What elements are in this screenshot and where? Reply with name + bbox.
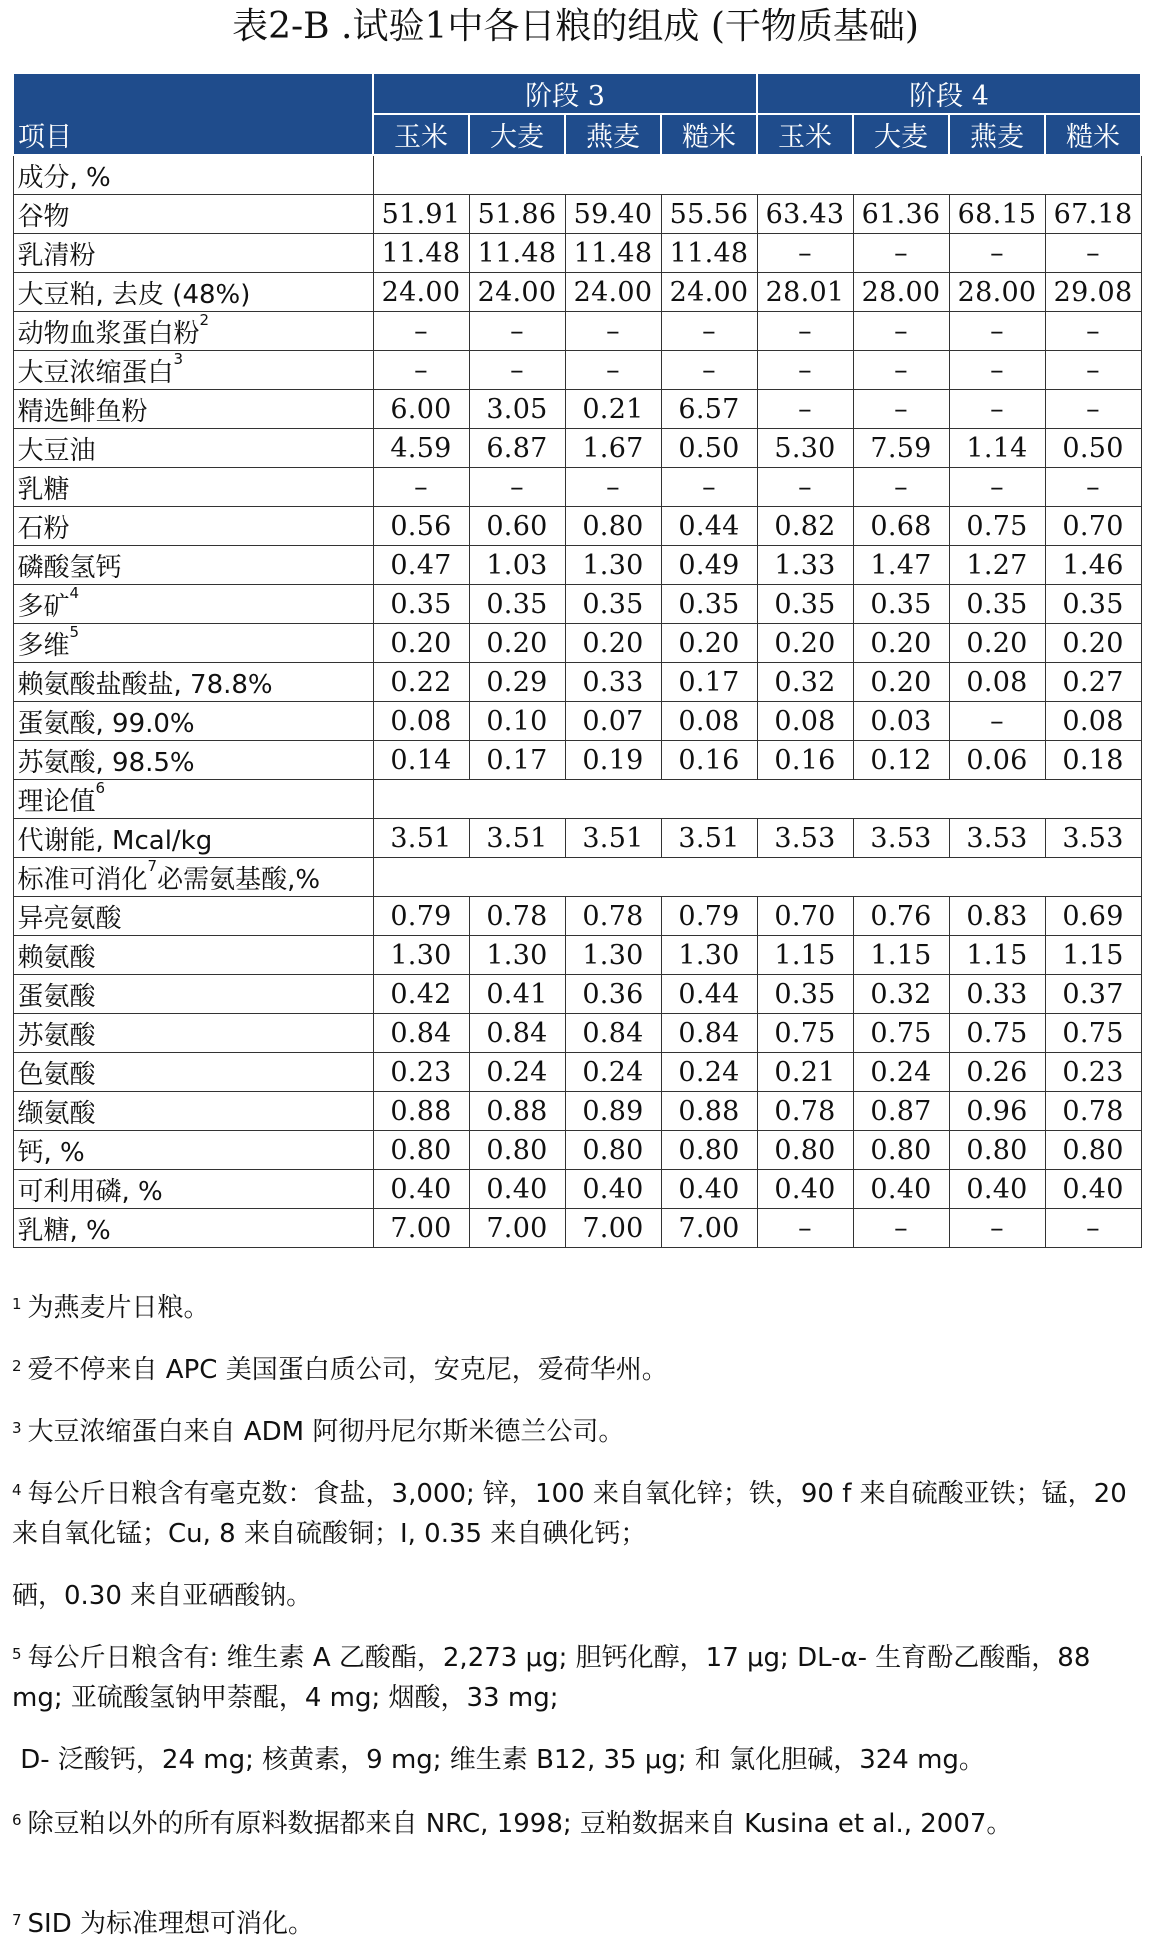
value-cell: 0.40 xyxy=(661,1170,757,1209)
value-cell: – xyxy=(1045,390,1141,429)
table-row xyxy=(13,897,1141,936)
value-cell: 0.75 xyxy=(949,507,1045,546)
value-cell: 0.82 xyxy=(757,507,853,546)
value-cell: 0.32 xyxy=(757,663,853,702)
value-cell: 0.08 xyxy=(661,702,757,741)
section-blank xyxy=(373,858,1141,897)
value-cell: 0.16 xyxy=(757,741,853,780)
value-cell: – xyxy=(1045,351,1141,390)
row-label: 蛋氨酸 xyxy=(13,975,373,1014)
diet-header-p4-2: 大麦 xyxy=(853,114,949,155)
value-cell: 0.40 xyxy=(373,1170,469,1209)
value-cell: 0.42 xyxy=(373,975,469,1014)
value-cell: – xyxy=(373,468,469,507)
table-row xyxy=(13,1092,1141,1131)
value-cell: 0.16 xyxy=(661,741,757,780)
row-label: 蛋氨酸, 99.0% xyxy=(13,702,373,741)
footnote-2: $^2$ 爱不停来自 APC 美国蛋白质公司，安克尼，爱荷华州。 xyxy=(12,1355,668,1385)
footnote-marker: 7 xyxy=(147,857,158,875)
value-cell: 1.15 xyxy=(1045,936,1141,975)
table-row xyxy=(13,1170,1141,1209)
value-cell: 3.53 xyxy=(1045,819,1141,858)
value-cell: 0.83 xyxy=(949,897,1045,936)
value-cell: 0.84 xyxy=(565,1014,661,1053)
value-cell: 0.75 xyxy=(757,1014,853,1053)
table-row xyxy=(13,468,1141,507)
value-cell: 28.01 xyxy=(757,273,853,312)
value-cell: 0.87 xyxy=(853,1092,949,1131)
footnote-4: $^4$ 每公斤日粮含有毫克数：食盐，3,000; 锌，100 来自氧化锌；铁，90 f 来自硫酸亚铁；锰，20 来自氧化锰；Cu, 8 来自硫酸铜；I, 0.35 来自碘化钙； xyxy=(12,1479,1127,1549)
value-cell: 0.26 xyxy=(949,1053,1045,1092)
footnote-3: $^3$ 大豆浓缩蛋白来自 ADM 阿彻丹尼尔斯米德兰公司。 xyxy=(12,1417,625,1447)
value-cell: 0.20 xyxy=(661,624,757,663)
value-cell: 0.20 xyxy=(757,624,853,663)
value-cell: – xyxy=(853,234,949,273)
value-cell: 1.27 xyxy=(949,546,1045,585)
footnote-marker: 6 xyxy=(95,779,106,797)
value-cell: 55.56 xyxy=(661,195,757,234)
row-label: 精选鲱鱼粉 xyxy=(13,390,373,429)
value-cell: 0.35 xyxy=(757,585,853,624)
row-label: 乳糖 xyxy=(13,468,373,507)
table-row xyxy=(13,936,1141,975)
value-cell: – xyxy=(373,312,469,351)
value-cell: 0.79 xyxy=(661,897,757,936)
table-row xyxy=(13,819,1141,858)
value-cell: – xyxy=(565,312,661,351)
value-cell: 0.40 xyxy=(469,1170,565,1209)
row-label: 多矿$^4$ xyxy=(13,585,373,624)
value-cell: 0.33 xyxy=(949,975,1045,1014)
value-cell: 0.24 xyxy=(565,1053,661,1092)
value-cell: 0.80 xyxy=(949,1131,1045,1170)
value-cell: 0.49 xyxy=(661,546,757,585)
value-cell: 11.48 xyxy=(661,234,757,273)
section-row xyxy=(13,780,1141,819)
value-cell: 0.50 xyxy=(1045,429,1141,468)
value-cell: – xyxy=(469,351,565,390)
phase3-header: 阶段 3 xyxy=(373,73,757,114)
value-cell: 24.00 xyxy=(565,273,661,312)
value-cell: 0.44 xyxy=(661,975,757,1014)
value-cell: 3.53 xyxy=(757,819,853,858)
value-cell: 0.20 xyxy=(853,663,949,702)
value-cell: – xyxy=(853,351,949,390)
value-cell: 0.41 xyxy=(469,975,565,1014)
footnote-marker: 3 xyxy=(173,350,184,368)
value-cell: – xyxy=(565,351,661,390)
value-cell: 0.80 xyxy=(757,1131,853,1170)
value-cell: – xyxy=(469,468,565,507)
row-label: 大豆粕, 去皮 (48%) xyxy=(13,273,373,312)
value-cell: 0.80 xyxy=(469,1131,565,1170)
value-cell: 0.07 xyxy=(565,702,661,741)
value-cell: 3.51 xyxy=(373,819,469,858)
value-cell: 0.35 xyxy=(1045,585,1141,624)
value-cell: – xyxy=(661,351,757,390)
value-cell: – xyxy=(853,468,949,507)
value-cell: – xyxy=(1045,312,1141,351)
row-label: 谷物 xyxy=(13,195,373,234)
value-cell: 0.44 xyxy=(661,507,757,546)
footnote-1: $^1$ 为燕麦片日粮。 xyxy=(12,1293,210,1323)
diet-header-p3-3: 燕麦 xyxy=(565,114,661,155)
row-label: 代谢能, Mcal/kg xyxy=(13,819,373,858)
value-cell: 0.21 xyxy=(757,1053,853,1092)
value-cell: 24.00 xyxy=(661,273,757,312)
value-cell: – xyxy=(661,468,757,507)
value-cell: – xyxy=(469,312,565,351)
row-label: 赖氨酸盐酸盐, 78.8% xyxy=(13,663,373,702)
value-cell: 0.35 xyxy=(853,585,949,624)
footnote-4-continued: 硒，0.30 来自亚硒酸钠。 xyxy=(12,1581,313,1611)
value-cell: – xyxy=(949,1209,1045,1248)
value-cell: – xyxy=(853,390,949,429)
row-label: 乳糖, % xyxy=(13,1209,373,1248)
phase4-header: 阶段 4 xyxy=(757,73,1141,114)
value-cell: 0.80 xyxy=(853,1131,949,1170)
value-cell: 0.79 xyxy=(373,897,469,936)
value-cell: 0.24 xyxy=(853,1053,949,1092)
value-cell: 1.30 xyxy=(373,936,469,975)
value-cell: 1.30 xyxy=(565,936,661,975)
table-row xyxy=(13,585,1141,624)
table-row xyxy=(13,312,1141,351)
value-cell: 51.86 xyxy=(469,195,565,234)
value-cell: – xyxy=(757,468,853,507)
value-cell: – xyxy=(949,351,1045,390)
value-cell: 29.08 xyxy=(1045,273,1141,312)
footnote-marker: 2 xyxy=(199,311,210,329)
value-cell: 11.48 xyxy=(373,234,469,273)
value-cell: 0.75 xyxy=(1045,1014,1141,1053)
value-cell: 0.84 xyxy=(661,1014,757,1053)
table-title: 表2-B .试验1中各日粮的组成 (干物质基础) xyxy=(232,6,919,47)
footnote-5-continued: D- 泛酸钙，24 mg; 核黄素，9 mg; 维生素 B12, 35 μg; 和 氯化胆碱，324 mg。 xyxy=(12,1745,985,1775)
value-cell: 67.18 xyxy=(1045,195,1141,234)
value-cell: 0.18 xyxy=(1045,741,1141,780)
value-cell: 11.48 xyxy=(469,234,565,273)
value-cell: 1.67 xyxy=(565,429,661,468)
composition-table xyxy=(12,72,1142,1248)
value-cell: 0.40 xyxy=(949,1170,1045,1209)
value-cell: 0.29 xyxy=(469,663,565,702)
value-cell: 3.51 xyxy=(661,819,757,858)
value-cell: 0.35 xyxy=(469,585,565,624)
table-row xyxy=(13,1053,1141,1092)
table-row xyxy=(13,624,1141,663)
value-cell: 0.20 xyxy=(373,624,469,663)
value-cell: – xyxy=(1045,468,1141,507)
diet-header-p4-4: 糙米 xyxy=(1045,114,1141,155)
value-cell: – xyxy=(949,468,1045,507)
value-cell: – xyxy=(949,390,1045,429)
value-cell: 0.68 xyxy=(853,507,949,546)
value-cell: 0.75 xyxy=(853,1014,949,1053)
value-cell: 1.15 xyxy=(949,936,1045,975)
value-cell: 0.33 xyxy=(565,663,661,702)
table-row xyxy=(13,273,1141,312)
value-cell: 0.03 xyxy=(853,702,949,741)
value-cell: 0.80 xyxy=(373,1131,469,1170)
value-cell: 0.60 xyxy=(469,507,565,546)
value-cell: 0.56 xyxy=(373,507,469,546)
value-cell: 6.00 xyxy=(373,390,469,429)
value-cell: 1.15 xyxy=(757,936,853,975)
row-label: 苏氨酸 xyxy=(13,1014,373,1053)
value-cell: 1.30 xyxy=(469,936,565,975)
footnote-5: $^5$ 每公斤日粮含有: 维生素 A 乙酸酯，2,273 μg; 胆钙化醇，17 μg; DL-α- 生育酚乙酸酯，88 mg; 亚硫酸氢钠甲萘醌，4 mg; 烟酸，33 mg; xyxy=(12,1643,1091,1713)
value-cell: – xyxy=(661,312,757,351)
table-row xyxy=(13,390,1141,429)
value-cell: 1.30 xyxy=(565,546,661,585)
value-cell: 7.00 xyxy=(373,1209,469,1248)
table-row xyxy=(13,663,1141,702)
value-cell: 0.37 xyxy=(1045,975,1141,1014)
row-label: 磷酸氢钙 xyxy=(13,546,373,585)
value-cell: 7.59 xyxy=(853,429,949,468)
value-cell: 0.84 xyxy=(373,1014,469,1053)
section-row xyxy=(13,858,1141,897)
value-cell: 0.24 xyxy=(661,1053,757,1092)
diet-header-p4-3: 燕麦 xyxy=(949,114,1045,155)
value-cell: 0.78 xyxy=(469,897,565,936)
value-cell: 28.00 xyxy=(853,273,949,312)
value-cell: 0.75 xyxy=(949,1014,1045,1053)
table-row xyxy=(13,1131,1141,1170)
value-cell: 0.78 xyxy=(565,897,661,936)
value-cell: 0.20 xyxy=(565,624,661,663)
table-row xyxy=(13,234,1141,273)
diet-header-p3-2: 大麦 xyxy=(469,114,565,155)
value-cell: 0.32 xyxy=(853,975,949,1014)
table-row xyxy=(13,429,1141,468)
table-row xyxy=(13,351,1141,390)
value-cell: – xyxy=(949,234,1045,273)
value-cell: – xyxy=(949,702,1045,741)
value-cell: 6.57 xyxy=(661,390,757,429)
footnote-marker: 4 xyxy=(69,584,80,602)
row-label: 石粉 xyxy=(13,507,373,546)
value-cell: 0.89 xyxy=(565,1092,661,1131)
value-cell: 3.51 xyxy=(469,819,565,858)
value-cell: 6.87 xyxy=(469,429,565,468)
value-cell: 0.80 xyxy=(565,507,661,546)
value-cell: 0.88 xyxy=(661,1092,757,1131)
table-row xyxy=(13,195,1141,234)
diet-header-p4-1: 玉米 xyxy=(757,114,853,155)
value-cell: 0.35 xyxy=(949,585,1045,624)
value-cell: 0.19 xyxy=(565,741,661,780)
value-cell: 0.70 xyxy=(757,897,853,936)
value-cell: – xyxy=(373,351,469,390)
row-label: 色氨酸 xyxy=(13,1053,373,1092)
section-blank xyxy=(373,155,1141,195)
value-cell: 0.23 xyxy=(1045,1053,1141,1092)
value-cell: 11.48 xyxy=(565,234,661,273)
value-cell: 0.80 xyxy=(1045,1131,1141,1170)
value-cell: 61.36 xyxy=(853,195,949,234)
value-cell: – xyxy=(757,234,853,273)
item-column-header: 项目 xyxy=(13,73,373,155)
value-cell: – xyxy=(757,312,853,351)
row-label: 标准可消化$^7$必需氨基酸,% xyxy=(13,858,373,897)
value-cell: 0.40 xyxy=(1045,1170,1141,1209)
row-label: 缬氨酸 xyxy=(13,1092,373,1131)
value-cell: 24.00 xyxy=(373,273,469,312)
footnote-6: $^6$ 除豆粕以外的所有原料数据都来自 NRC, 1998; 豆粕数据来自 Kusina et al., 2007。 xyxy=(12,1809,1013,1839)
value-cell: 24.00 xyxy=(469,273,565,312)
value-cell: – xyxy=(949,312,1045,351)
value-cell: 0.08 xyxy=(1045,702,1141,741)
row-label: 大豆浓缩蛋白$^3$ xyxy=(13,351,373,390)
value-cell: 0.20 xyxy=(853,624,949,663)
value-cell: – xyxy=(757,1209,853,1248)
value-cell: 0.69 xyxy=(1045,897,1141,936)
footnote-marker: 5 xyxy=(69,623,80,641)
value-cell: 63.43 xyxy=(757,195,853,234)
value-cell: 0.35 xyxy=(757,975,853,1014)
value-cell: 0.20 xyxy=(469,624,565,663)
value-cell: 0.50 xyxy=(661,429,757,468)
value-cell: 7.00 xyxy=(661,1209,757,1248)
row-label: 赖氨酸 xyxy=(13,936,373,975)
value-cell: 0.17 xyxy=(661,663,757,702)
section-row xyxy=(13,155,1141,195)
value-cell: 1.46 xyxy=(1045,546,1141,585)
value-cell: 0.21 xyxy=(565,390,661,429)
value-cell: 0.88 xyxy=(373,1092,469,1131)
value-cell: 1.33 xyxy=(757,546,853,585)
row-label: 可利用磷, % xyxy=(13,1170,373,1209)
value-cell: 28.00 xyxy=(949,273,1045,312)
value-cell: 1.03 xyxy=(469,546,565,585)
value-cell: – xyxy=(853,312,949,351)
value-cell: 68.15 xyxy=(949,195,1045,234)
value-cell: 0.80 xyxy=(661,1131,757,1170)
value-cell: 0.20 xyxy=(1045,624,1141,663)
table-row xyxy=(13,1209,1141,1248)
diet-header-p3-1: 玉米 xyxy=(373,114,469,155)
value-cell: 7.00 xyxy=(469,1209,565,1248)
row-label: 成分, % xyxy=(13,155,373,195)
row-label: 动物血浆蛋白粉$^2$ xyxy=(13,312,373,351)
value-cell: – xyxy=(757,390,853,429)
value-cell: 51.91 xyxy=(373,195,469,234)
value-cell: 1.14 xyxy=(949,429,1045,468)
value-cell: – xyxy=(1045,234,1141,273)
value-cell: – xyxy=(757,351,853,390)
row-label: 苏氨酸, 98.5% xyxy=(13,741,373,780)
value-cell: 0.35 xyxy=(373,585,469,624)
value-cell: 3.53 xyxy=(949,819,1045,858)
value-cell: 0.24 xyxy=(469,1053,565,1092)
value-cell: 0.10 xyxy=(469,702,565,741)
value-cell: 59.40 xyxy=(565,195,661,234)
value-cell: – xyxy=(853,1209,949,1248)
value-cell: 0.23 xyxy=(373,1053,469,1092)
value-cell: 0.08 xyxy=(757,702,853,741)
value-cell: 0.78 xyxy=(1045,1092,1141,1131)
value-cell: 0.80 xyxy=(565,1131,661,1170)
row-label: 异亮氨酸 xyxy=(13,897,373,936)
row-label: 大豆油 xyxy=(13,429,373,468)
value-cell: 7.00 xyxy=(565,1209,661,1248)
value-cell: 3.51 xyxy=(565,819,661,858)
value-cell: 4.59 xyxy=(373,429,469,468)
value-cell: 1.30 xyxy=(661,936,757,975)
value-cell: 0.84 xyxy=(469,1014,565,1053)
value-cell: 0.22 xyxy=(373,663,469,702)
value-cell: 0.78 xyxy=(757,1092,853,1131)
section-blank xyxy=(373,780,1141,819)
value-cell: 0.27 xyxy=(1045,663,1141,702)
value-cell: 0.17 xyxy=(469,741,565,780)
row-label: 多维$^5$ xyxy=(13,624,373,663)
table-row xyxy=(13,546,1141,585)
value-cell: – xyxy=(1045,1209,1141,1248)
value-cell: 0.12 xyxy=(853,741,949,780)
value-cell: 0.76 xyxy=(853,897,949,936)
value-cell: 3.05 xyxy=(469,390,565,429)
value-cell: 0.35 xyxy=(565,585,661,624)
row-label: 乳清粉 xyxy=(13,234,373,273)
value-cell: 1.15 xyxy=(853,936,949,975)
value-cell: 0.96 xyxy=(949,1092,1045,1131)
value-cell: 1.47 xyxy=(853,546,949,585)
value-cell: 0.35 xyxy=(661,585,757,624)
row-label: 钙, % xyxy=(13,1131,373,1170)
value-cell: 0.47 xyxy=(373,546,469,585)
value-cell: 0.06 xyxy=(949,741,1045,780)
value-cell: 0.40 xyxy=(757,1170,853,1209)
row-label: 理论值$^6$ xyxy=(13,780,373,819)
value-cell: 5.30 xyxy=(757,429,853,468)
table-row xyxy=(13,741,1141,780)
value-cell: 0.36 xyxy=(565,975,661,1014)
value-cell: 0.08 xyxy=(373,702,469,741)
value-cell: 0.20 xyxy=(949,624,1045,663)
value-cell: – xyxy=(565,468,661,507)
table-row xyxy=(13,507,1141,546)
table-row xyxy=(13,702,1141,741)
value-cell: 3.53 xyxy=(853,819,949,858)
table-row xyxy=(13,975,1141,1014)
value-cell: 0.08 xyxy=(949,663,1045,702)
value-cell: 0.40 xyxy=(565,1170,661,1209)
table-row xyxy=(13,1014,1141,1053)
diet-header-p3-4: 糙米 xyxy=(661,114,757,155)
value-cell: 0.88 xyxy=(469,1092,565,1131)
value-cell: 0.14 xyxy=(373,741,469,780)
value-cell: 0.70 xyxy=(1045,507,1141,546)
value-cell: 0.40 xyxy=(853,1170,949,1209)
footnote-7: $^7$ SID 为标准理想可消化。 xyxy=(12,1909,315,1939)
